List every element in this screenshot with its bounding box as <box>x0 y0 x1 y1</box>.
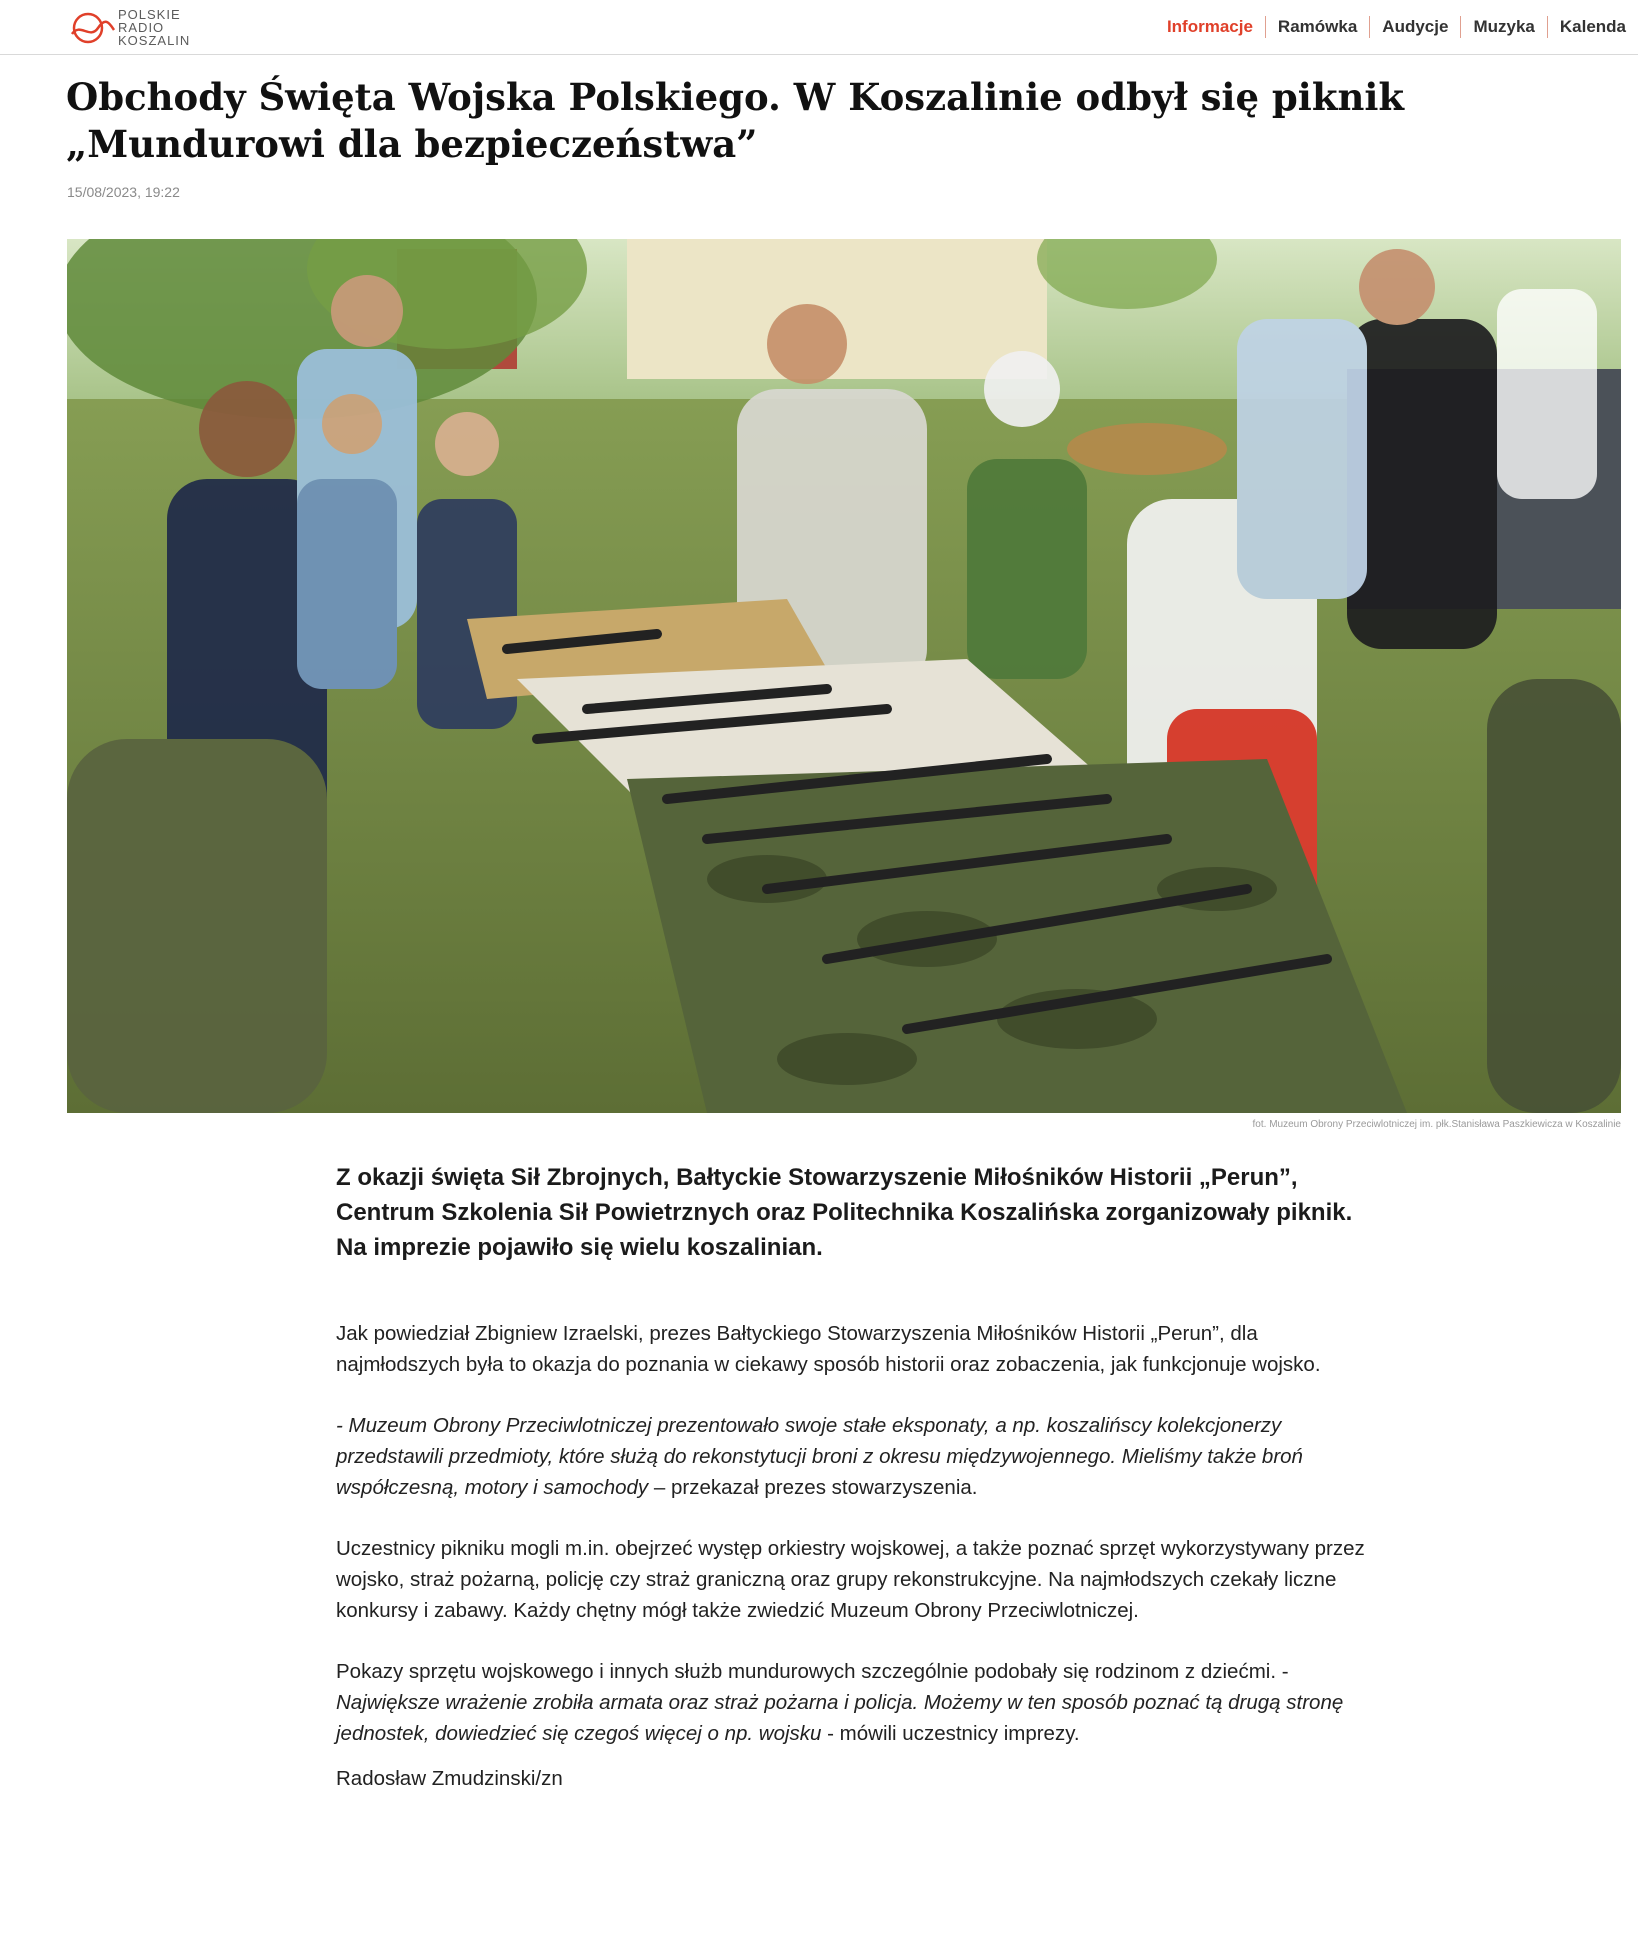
quote-italic-1: - Muzeum Obrony Przeciwlotniczej prezentowało swoje stałe eksponaty, a np. koszalińscy kolekcjonerzy przedstawili przedmioty, które służą do rekonstytucji broni z okresu międzywojennego. Mieliśmy także broń współczesną, motory i samochody <box>336 1414 1303 1499</box>
main-nav <box>1155 16 1638 38</box>
article-author: Radosław Zmudzinski/zn <box>336 1767 563 1790</box>
paragraph-1: Jak powiedział Zbigniew Izraelski, prezes Bałtyckiego Stowarzyszenia Miłośników Historii „Perun”, dla najmłodszych była to okazja do poznania w ciekawy sposób historii oraz zobaczenia, jak funkcjonuje wojsko. <box>336 1322 1321 1376</box>
quote-italic-2: Największe wrażenie zrobiła armata oraz straż pożarna i policja. Możemy w ten sposób poznać tą drugą stronę jednostek, dowiedzieć się czegoś więcej o np. wojsku <box>336 1691 1344 1745</box>
picnic-photo-illustration <box>67 239 1621 1113</box>
nav-item-informacje[interactable]: Informacje <box>1166 17 1253 36</box>
paragraph-4-end: - mówili uczestnicy imprezy. <box>821 1722 1080 1745</box>
paragraph-4-start: Pokazy sprzętu wojskowego i innych służb mundurowych szczególnie podobały się rodzinom z dziećmi. - <box>336 1660 1289 1683</box>
logo-line-1: POLSKIE <box>118 7 181 22</box>
paragraph-2-rest: – przekazał prezes stowarzyszenia. <box>648 1476 978 1499</box>
photo-caption: fot. Muzeum Obrony Przeciwlotniczej im. płk.Stanisława Paszkiewicza w Koszalinie <box>1252 1119 1621 1130</box>
article-lead: Z okazji święta Sił Zbrojnych, Bałtyckie Stowarzyszenie Miłośników Historii „Perun”, Centrum Szkolenia Sił Powietrznych oraz Politechnika Koszalińska zorganizowały piknik. Na imprezie pojawiło się wielu koszalinian. <box>336 1164 1353 1261</box>
nav-item-kalendarz[interactable]: Kalenda <box>1547 16 1638 38</box>
site-logo[interactable] <box>66 8 206 48</box>
site-header <box>0 0 1638 55</box>
article-title: Obchody Święta Wojska Polskiego. W Koszalinie odbył się piknik „Mundurowi dla bezpieczeństwa” <box>66 75 1405 166</box>
logo-line-2: RADIO <box>118 20 165 35</box>
logo-line-3: KOSZALIN <box>118 33 191 48</box>
radio-wave-logo-icon <box>66 8 116 48</box>
nav-item-ramowka[interactable]: Ramówka <box>1265 16 1369 38</box>
article-date: 15/08/2023, 19:22 <box>67 184 180 200</box>
article-body <box>336 1160 1376 1794</box>
nav-item-muzyka[interactable]: Muzyka <box>1460 16 1546 38</box>
article-photo[interactable] <box>67 239 1621 1113</box>
nav-item-audycje[interactable]: Audycje <box>1369 16 1460 38</box>
paragraph-2 <box>336 1410 1376 1503</box>
paragraph-3: Uczestnicy pikniku mogli m.in. obejrzeć występ orkiestry wojskowej, a także poznać sprzęt wykorzystywany przez wojsko, straż pożarną, policję czy straż graniczną oraz grupy rekonstrukcyjne. Na najmłodszych czekały liczne konkursy i zabawy. Każdy chętny mógł także zwiedzić Muzeum Obrony Przeciwlotniczej. <box>336 1537 1365 1622</box>
paragraph-4 <box>336 1656 1376 1749</box>
